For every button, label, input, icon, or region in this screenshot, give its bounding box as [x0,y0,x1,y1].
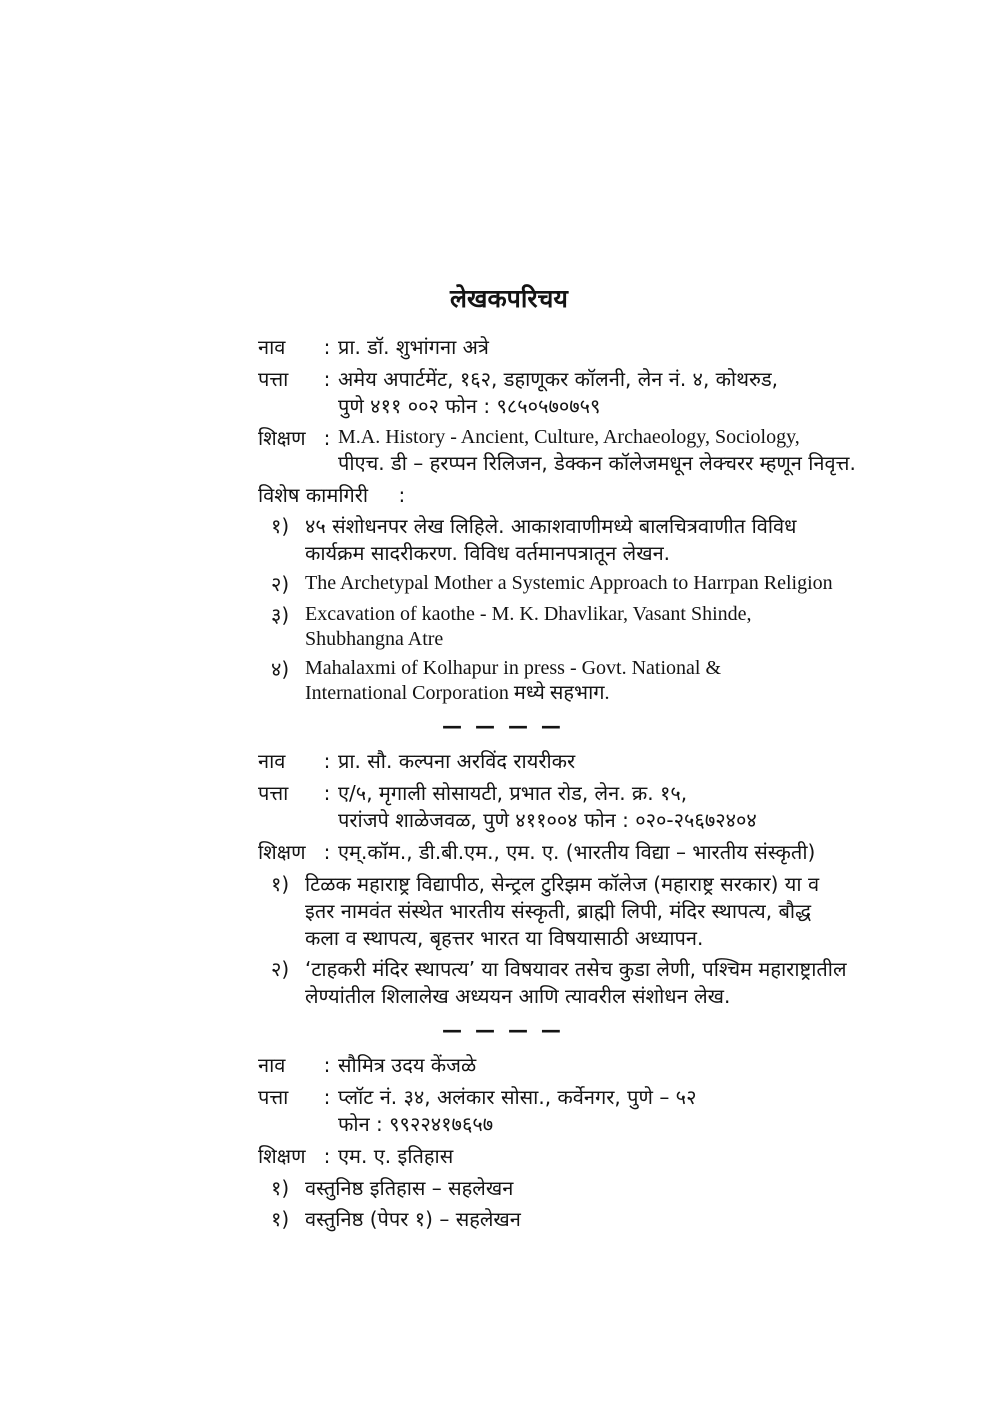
education-line: एम. ए. इतिहास [338,1144,454,1168]
item-number: १) [271,1207,290,1231]
colon: : [323,426,331,450]
colon: : [323,1085,331,1109]
name-label: नाव [258,335,286,359]
special-achievements-heading [258,482,760,509]
colon: : [323,367,331,391]
education-line: एम्.कॉम., डी.बी.एम., एम. ए. (भारतीय विद्या – भारतीय संस्कृती) [338,840,816,864]
list-item [258,513,797,567]
author-name: सौमित्र उदय केंजळे [338,1053,477,1077]
item-number: ३) [271,603,290,627]
item-line: टिळक महाराष्ट्र विद्यापीठ, सेन्ट्रल टुरिझम कॉलेज (महाराष्ट्र सरकार) या व [305,872,820,896]
address-line: परांजपे शाळेजवळ, पुणे ४११००४ फोन : ०२०-२५६७२४०४ [338,808,757,832]
colon: : [323,840,331,864]
list-item [258,571,833,598]
list-item [258,602,760,652]
item-line: ४५ संशोधनपर लेख लिहिले. आकाशवाणीमध्ये बालचित्रवाणीत विविध [305,514,797,538]
item-number: २) [271,957,290,981]
education-line: पीएच. डी – हरप्पन रिलिजन, डेक्कन कॉलेजमधून लेक्चरर म्हणून निवृत्त. [338,451,856,475]
item-line: इतर नामवंत संस्थेत भारतीय संस्कृती, ब्राह्मी लिपी, मंदिर स्थापत्य, बौद्ध [305,899,812,923]
item-number: १) [271,872,290,896]
address-line: अमेय अपार्टमेंट, १६२, डहाणूकर कॉलनी, लेन नं. ४, कोथरुड, [338,367,779,391]
list-item [258,656,760,706]
item-line: The Archetypal Mother a Systemic Approach to Harrpan Religion [305,572,833,594]
address-line: फोन : ९९२२४१७६५७ [338,1112,494,1136]
author-name: प्रा. सौ. कल्पना अरविंद रायरीकर [338,749,576,773]
colon: : [398,483,406,507]
name-row [258,334,760,361]
item-number: १) [271,514,290,538]
colon: : [323,1144,331,1168]
item-line: Excavation of kaothe - M. K. Dhavlikar, Vasant Shinde, [305,603,752,625]
item-number: १) [271,1176,290,1200]
address-row [258,366,779,420]
item-line: लेण्यांतील शिलालेख अध्ययन आणि त्यावरील संशोधन लेख. [305,984,731,1008]
list-item [258,1206,760,1233]
item-number: २) [271,572,290,596]
address-row [258,1084,760,1138]
address-label: पत्ता [258,781,289,805]
education-line: M.A. History - Ancient, Culture, Archaeology, Sociology, [338,426,800,448]
address-row [258,780,760,834]
name-row [258,1052,760,1079]
item-line: वस्तुनिष्ठ (पेपर १) – सहलेखन [305,1207,521,1231]
author-name: प्रा. डॉ. शुभांगना अत्रे [338,335,489,359]
education-row [258,1143,760,1170]
address-label: पत्ता [258,367,289,391]
item-line: International Corporation मध्ये सहभाग. [305,682,610,704]
page-title: लेखकपरिचय [450,284,568,313]
education-row [258,839,816,866]
special-label: विशेष कामगिरी [258,483,369,507]
education-label: शिक्षण [258,426,306,450]
colon: : [323,1053,331,1077]
section-separator: — — — — [442,714,564,738]
name-label: नाव [258,1053,286,1077]
address-line: पुणे ४११ ००२ फोन : ९८५०५७०७५९ [338,394,601,418]
item-line: कार्यक्रम सादरीकरण. विविध वर्तमानपत्रातून लेखन. [305,541,671,565]
colon: : [323,335,331,359]
list-item [258,956,847,1010]
item-line: Shubhangna Atre [305,628,444,650]
address-label: पत्ता [258,1085,289,1109]
item-line: ‘टाहकरी मंदिर स्थापत्य’ या विषयावर तसेच कुडा लेणी, पश्चिम महाराष्ट्रातील [305,957,847,981]
colon: : [323,781,331,805]
address-line: ए/५, मृगाली सोसायटी, प्रभात रोड, लेन. क्र. १५, [338,781,688,805]
item-line: कला व स्थापत्य, बृहत्तर भारत या विषयासाठी अध्यापन. [305,926,704,950]
education-label: शिक्षण [258,840,306,864]
item-line: Mahalaxmi of Kolhapur in press - Govt. National & [305,657,722,679]
education-label: शिक्षण [258,1144,306,1168]
list-item [258,871,820,952]
education-row [258,425,856,477]
author-block-3 [258,1052,760,1233]
list-item [258,1175,760,1202]
item-line: वस्तुनिष्ठ इतिहास – सहलेखन [305,1176,514,1200]
colon: : [323,749,331,773]
author-block-2 [258,748,847,1010]
section-separator: — — — — [442,1018,564,1042]
name-label: नाव [258,749,286,773]
item-number: ४) [271,657,290,681]
address-line: प्लॉट नं. ३४, अलंकार सोसा., कर्वेनगर, पुणे – ५२ [338,1085,697,1109]
name-row [258,748,760,775]
author-block-1 [258,334,856,706]
